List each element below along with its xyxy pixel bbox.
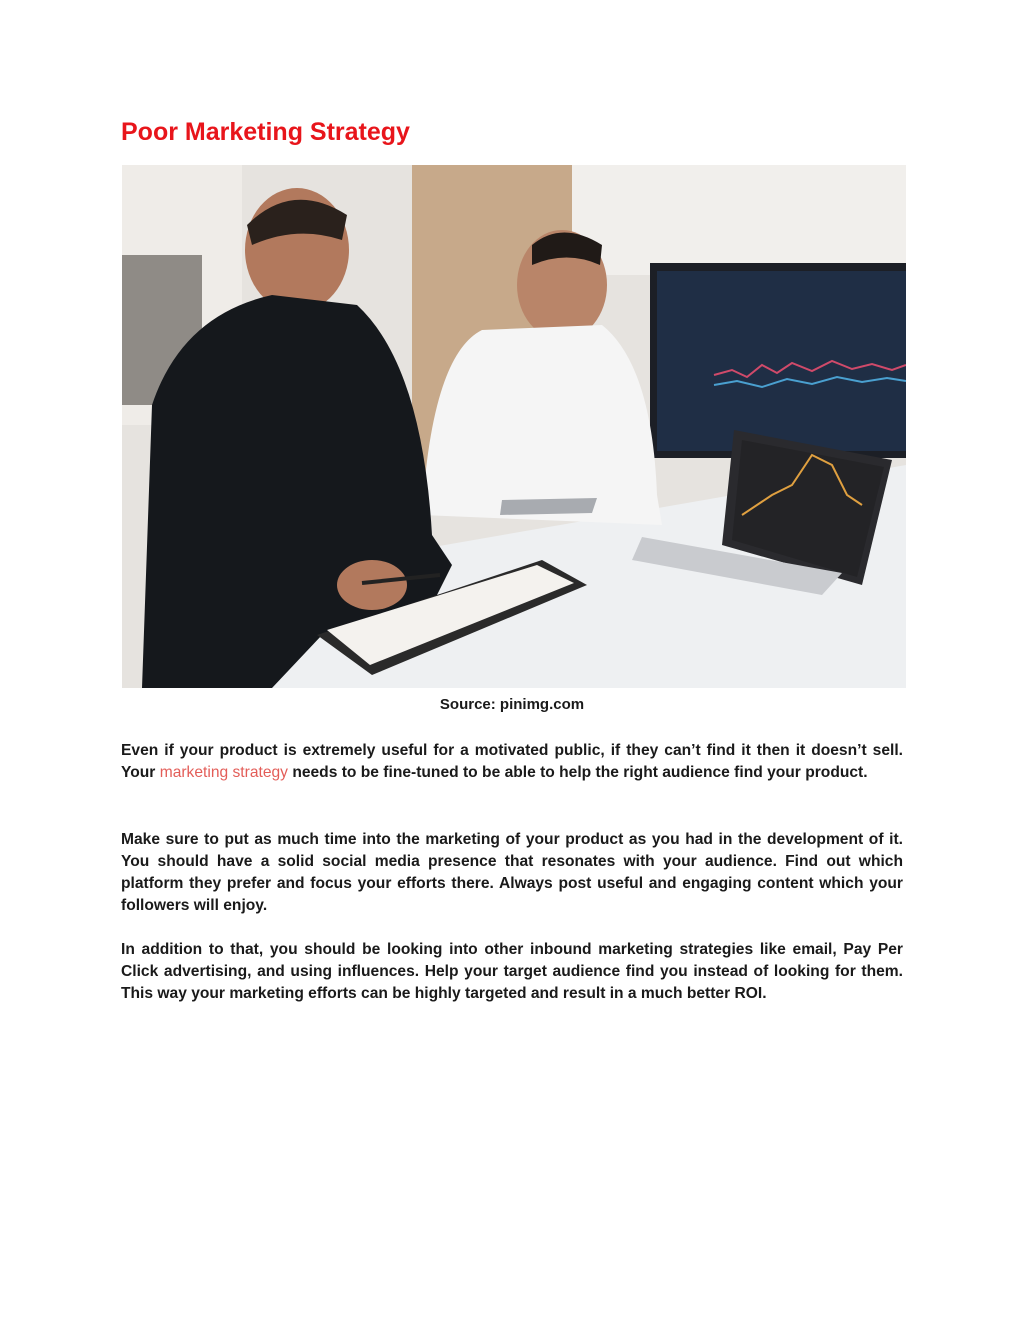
- article-photo: [122, 165, 906, 688]
- marketing-strategy-link[interactable]: marketing strategy: [159, 764, 288, 781]
- image-caption: Source: pinimg.com: [439, 696, 585, 713]
- paragraph-1-text-b: needs to be fine-tuned to be able to help the right audience find your product.: [287, 764, 868, 781]
- page-title: Poor Marketing Strategy: [121, 118, 410, 146]
- paragraph-2: Make sure to put as much time into the marketing of your product as you had in the development of it. You should have a solid social media presence that resonates with your audience. Find out which platform they prefer and focus your efforts there. Always post useful and engaging content which your followers will enjoy.: [121, 831, 903, 914]
- paragraph-1: [121, 740, 903, 784]
- paragraph-1-text-a: Even if your product is extremely useful for a motivated public, if they can’t find it then it doesn’t sell. Your: [121, 742, 903, 781]
- paragraph-3: In addition to that, you should be looking into other inbound marketing strategies like email, Pay Per Click advertising, and using influences. Help your target audience find you instead of looking for them. This way your marketing efforts can be highly targeted and result in a much better ROI.: [121, 941, 903, 1002]
